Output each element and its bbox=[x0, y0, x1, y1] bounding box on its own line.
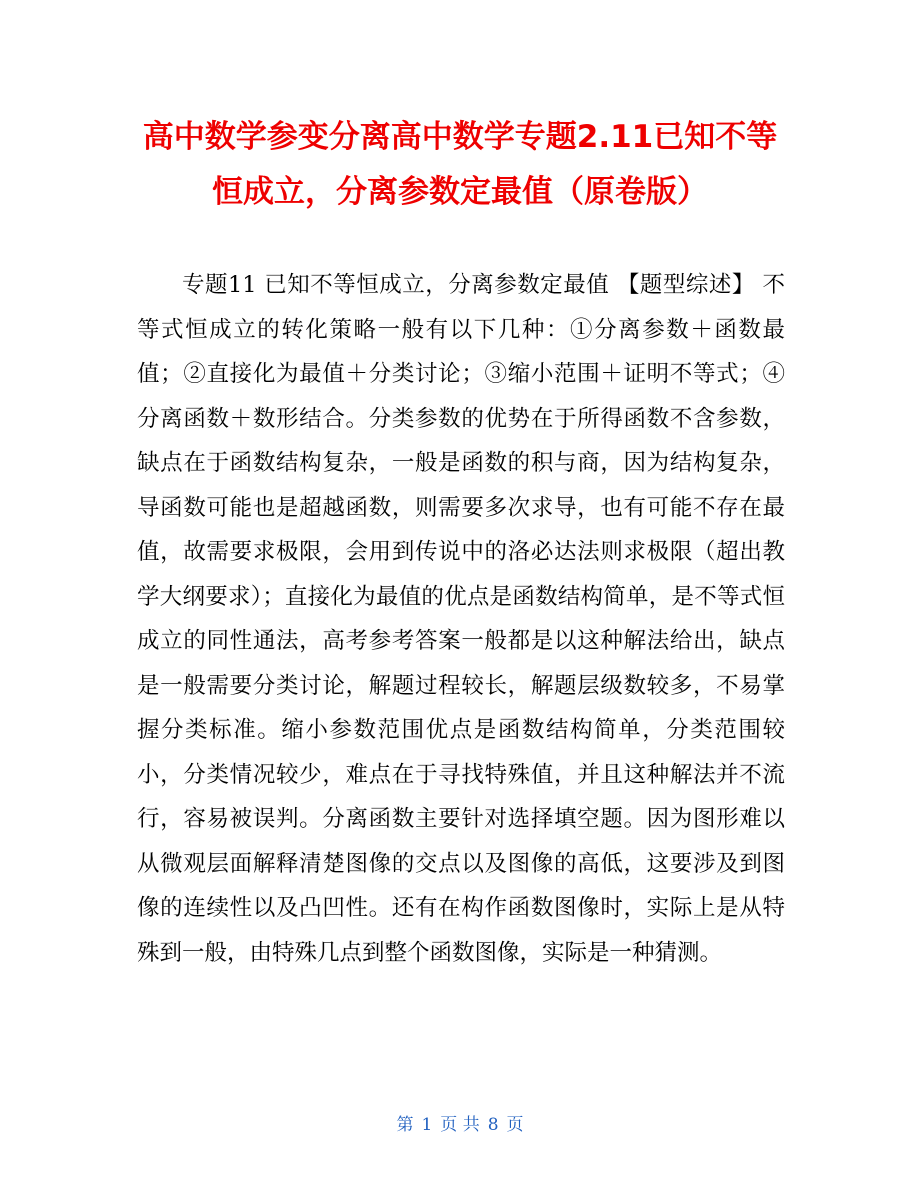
body-paragraph: 专题11 已知不等恒成立，分离参数定最值 【题型综述】 不等式恒成立的转化策略一般有以下几种：①分离参数＋函数最值；②直接化为最值＋分类讨论；③缩小范围＋证明不等式；④分离函数＋数形结合。分类参数的优势在于所得函数不含参数，缺点在于函数结构复杂，一般是函数的积与商，因为结构复杂，导函数可能也是超越函数，则需要多次求导，也有可能不存在最值，故需要求极限，会用到传说中的洛必达法则求极限（超出教学大纲要求）；直接化为最值的优点是函数结构简单，是不等式恒成立的同性通法，高考参考答案一般都是以这种解法给出，缺点是一般需要分类讨论，解题过程较长，解题层级数较多，不易掌握分类标准。缩小参数范围优点是函数结构简单，分类范围较小，分类情况较少，难点在于寻找特殊值，并且这种解法并不流行，容易被误判。分离函数主要针对选择填空题。因为图形难以从微观层面解释清楚图像的交点以及图像的高低，这要涉及到图像的连续性以及凸凹性。还有在构作函数图像时，实际上是从特殊到一般，由特殊几点到整个函数图像，实际是一种猜测。 bbox=[137, 272, 785, 966]
current-page-number: 1 bbox=[421, 1115, 433, 1135]
page-label-mid: 页 共 bbox=[440, 1115, 480, 1135]
document-title-line-2: 恒成立，分离参数定最值（原卷版） bbox=[212, 174, 708, 210]
page-label-suffix: 页 bbox=[506, 1115, 524, 1135]
total-pages-number: 8 bbox=[487, 1115, 499, 1135]
document-title bbox=[100, 110, 820, 220]
page-footer bbox=[0, 1113, 920, 1137]
page-label-prefix: 第 bbox=[396, 1115, 414, 1135]
document-title-line-1: 高中数学参变分离高中数学专题2.11已知不等 bbox=[142, 119, 778, 155]
